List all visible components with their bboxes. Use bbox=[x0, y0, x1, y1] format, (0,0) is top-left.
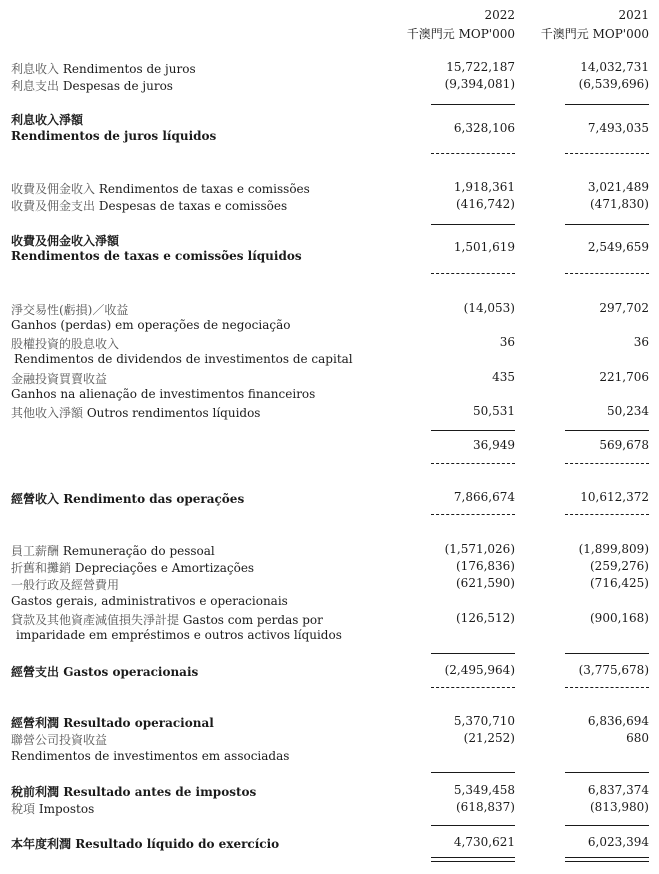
value-2022-op-profit: 5,370,710 bbox=[453, 714, 515, 728]
value-2022-trading: (14,053) bbox=[463, 301, 515, 315]
label-impairment-pt2: imparidade em empréstimos e outros activos líquidos bbox=[16, 628, 342, 642]
rule bbox=[431, 653, 515, 654]
year-2021-header: 2021 bbox=[618, 8, 649, 22]
rule bbox=[565, 104, 649, 105]
dashed-rule bbox=[431, 273, 515, 274]
value-2021-other: 50,234 bbox=[607, 404, 649, 418]
value-2021-interest-expense: (6,539,696) bbox=[578, 77, 649, 91]
value-2021-depreciation: (259,276) bbox=[590, 559, 649, 573]
value-2022-associates: (21,252) bbox=[463, 731, 515, 745]
value-2022-op-expense: (2,495,964) bbox=[444, 663, 515, 677]
label-trading-pt: Ganhos (perdas) em operações de negociação bbox=[11, 318, 291, 332]
label-fee-income: 收費及佣金收入 Rendimentos de taxas e comissões bbox=[11, 182, 310, 196]
value-2022-admin: (621,590) bbox=[456, 576, 515, 590]
value-2022-pretax: 5,349,458 bbox=[453, 783, 515, 797]
label-associates-zh: 聯營公司投資收益 bbox=[11, 733, 108, 747]
double-rule bbox=[565, 857, 649, 862]
value-2021-subtotal: 569,678 bbox=[599, 438, 649, 452]
value-2021-pretax: 6,837,374 bbox=[587, 783, 649, 797]
value-2021-associates: 680 bbox=[626, 731, 649, 745]
value-2021-op-income: 10,612,372 bbox=[580, 490, 649, 504]
unit-2022-header: 千澳門元 MOP'000 bbox=[406, 27, 515, 41]
label-net-interest-pt: Rendimentos de juros líquidos bbox=[11, 129, 217, 143]
label-op-expense: 經營支出 Gastos operacionais bbox=[11, 665, 199, 679]
label-net-fee-pt: Rendimentos de taxas e comissões líquidos bbox=[11, 249, 302, 263]
value-2021-fin-invest: 221,706 bbox=[599, 370, 649, 384]
rule bbox=[565, 430, 649, 431]
double-rule bbox=[431, 857, 515, 862]
rule bbox=[431, 430, 515, 431]
year-2022-header: 2022 bbox=[484, 8, 515, 22]
dashed-rule bbox=[431, 153, 515, 154]
value-2022-net-profit: 4,730,621 bbox=[453, 835, 515, 849]
label-tax: 稅項 Impostos bbox=[11, 802, 95, 816]
dashed-rule bbox=[565, 514, 649, 515]
value-2022-fee-income: 1,918,361 bbox=[453, 180, 515, 194]
value-2021-dividend: 36 bbox=[633, 335, 649, 349]
value-2022-tax: (618,837) bbox=[456, 800, 515, 814]
label-depreciation: 折舊和攤銷 Depreciações e Amortizações bbox=[11, 561, 255, 575]
rule bbox=[565, 825, 649, 826]
value-2021-fee-expense: (471,830) bbox=[590, 197, 649, 211]
value-2022-net-fee: 1,501,619 bbox=[453, 240, 515, 254]
rule bbox=[431, 825, 515, 826]
value-2022-dividend: 36 bbox=[499, 335, 515, 349]
label-interest-income: 利息收入 Rendimentos de juros bbox=[11, 62, 196, 76]
label-admin-zh: 一般行政及經營費用 bbox=[11, 578, 120, 592]
value-2022-other: 50,531 bbox=[473, 404, 515, 418]
dashed-rule bbox=[431, 687, 515, 688]
rule bbox=[431, 224, 515, 225]
label-trading-zh: 淨交易性(虧損)／收益 bbox=[11, 303, 129, 317]
value-2022-interest-expense: (9,394,081) bbox=[444, 77, 515, 91]
value-2022-impairment: (126,512) bbox=[456, 611, 515, 625]
value-2021-impairment: (900,168) bbox=[590, 611, 649, 625]
label-net-interest-zh: 利息收入淨額 bbox=[11, 113, 84, 127]
label-associates-pt: Rendimentos de investimentos em associadas bbox=[11, 749, 290, 763]
label-dividend-pt: Rendimentos de dividendos de investimentos de capital bbox=[14, 352, 353, 366]
rule bbox=[565, 653, 649, 654]
label-pretax: 稅前利潤 Resultado antes de impostos bbox=[11, 785, 257, 799]
dashed-rule bbox=[431, 463, 515, 464]
value-2021-fee-income: 3,021,489 bbox=[587, 180, 649, 194]
label-admin-pt: Gastos gerais, administrativos e operacionais bbox=[11, 594, 288, 608]
value-2021-net-profit: 6,023,394 bbox=[587, 835, 649, 849]
label-fee-expense: 收費及佣金支出 Despesas de taxas e comissões bbox=[11, 199, 288, 213]
value-2022-staff: (1,571,026) bbox=[444, 542, 515, 556]
label-fin-invest-pt: Ganhos na alienação de investimentos financeiros bbox=[11, 387, 316, 401]
dashed-rule bbox=[565, 687, 649, 688]
value-2021-net-fee: 2,549,659 bbox=[587, 240, 649, 254]
value-2021-net-interest: 7,493,035 bbox=[587, 121, 649, 135]
label-fin-invest-zh: 金融投資買賣收益 bbox=[11, 372, 108, 386]
label-dividend-zh: 股權投資的股息收入 bbox=[11, 337, 120, 351]
dashed-rule bbox=[565, 153, 649, 154]
label-net-profit: 本年度利潤 Resultado líquido do exercício bbox=[11, 837, 280, 851]
rule bbox=[565, 772, 649, 773]
label-impairment: 貸款及其他資產減值損失淨計提 Gastos com perdas por bbox=[11, 613, 323, 627]
label-staff: 員工薪酬 Remuneração do pessoal bbox=[11, 544, 215, 558]
label-other-income: 其他收入淨額 Outros rendimentos líquidos bbox=[11, 406, 261, 420]
value-2021-trading: 297,702 bbox=[599, 301, 649, 315]
value-2022-fee-expense: (416,742) bbox=[456, 197, 515, 211]
dashed-rule bbox=[565, 463, 649, 464]
label-op-income: 經營收入 Rendimento das operações bbox=[11, 492, 245, 506]
value-2022-subtotal: 36,949 bbox=[473, 438, 515, 452]
value-2022-op-income: 7,866,674 bbox=[453, 490, 515, 504]
value-2021-op-expense: (3,775,678) bbox=[578, 663, 649, 677]
label-interest-expense: 利息支出 Despesas de juros bbox=[11, 79, 173, 93]
unit-2021-header: 千澳門元 MOP'000 bbox=[540, 27, 649, 41]
value-2022-depreciation: (176,836) bbox=[456, 559, 515, 573]
value-2021-staff: (1,899,809) bbox=[578, 542, 649, 556]
dashed-rule bbox=[565, 273, 649, 274]
value-2022-fin-invest: 435 bbox=[492, 370, 515, 384]
value-2021-interest-income: 14,032,731 bbox=[580, 60, 649, 74]
value-2021-tax: (813,980) bbox=[590, 800, 649, 814]
value-2022-net-interest: 6,328,106 bbox=[453, 121, 515, 135]
rule bbox=[431, 104, 515, 105]
dashed-rule bbox=[431, 514, 515, 515]
rule bbox=[431, 772, 515, 773]
label-net-fee-zh: 收費及佣金收入淨額 bbox=[11, 234, 120, 248]
value-2021-op-profit: 6,836,694 bbox=[587, 714, 649, 728]
value-2021-admin: (716,425) bbox=[590, 576, 649, 590]
label-op-profit: 經營利潤 Resultado operacional bbox=[11, 716, 214, 730]
value-2022-interest-income: 15,722,187 bbox=[446, 60, 515, 74]
rule bbox=[565, 224, 649, 225]
